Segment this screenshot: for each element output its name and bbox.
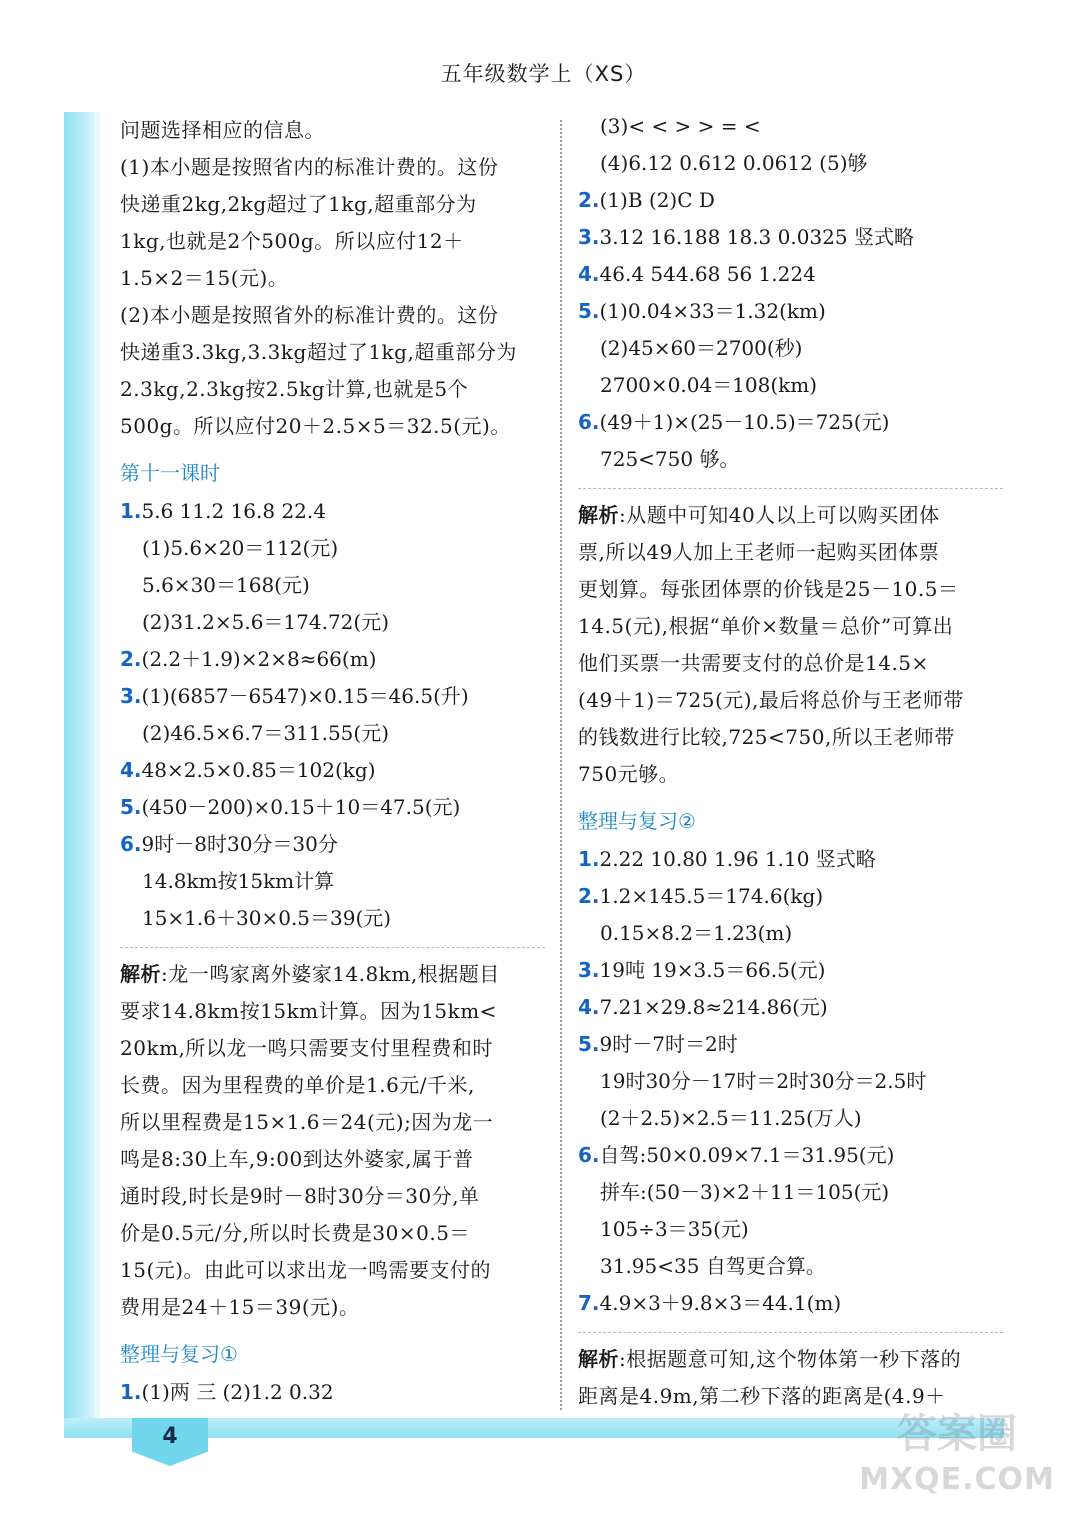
answer-line: 拼车:(50－3)×2＋11＝105(元) — [600, 1180, 890, 1204]
text-line: 距离是4.9m,第二秒下落的距离是(4.9＋ — [578, 1384, 946, 1408]
page-header: 五年级数学上（XS） — [440, 62, 647, 86]
answer-item — [120, 641, 545, 678]
analysis-text: :从题中可知40人以上可以购买团体 — [619, 503, 940, 527]
item-number: 3. — [578, 225, 600, 249]
text-line: 14.5(元),根据“单价×数量＝总价”可算出 — [578, 614, 954, 638]
analysis-text: :龙一鸣家离外婆家14.8km,根据题目 — [161, 962, 500, 986]
text-line: 长费。因为里程费的单价是1.6元/千米, — [120, 1073, 475, 1097]
answer-line: (2)31.2×5.6＝174.72(元) — [142, 610, 390, 634]
answer-list — [120, 493, 545, 937]
text-line: 票,所以49人加上王老师一起购买团体票 — [578, 540, 940, 564]
watermark-url: MXQE.COM — [859, 1462, 1055, 1497]
section-title: 整理与复习② — [578, 809, 696, 833]
dashed-separator — [578, 488, 1003, 489]
answer-text: (1)(6857－6547)×0.15＝46.5(升) — [141, 684, 469, 708]
side-decoration-inner — [94, 112, 100, 1432]
answer-line: (2)46.5×6.7＝311.55(元) — [142, 721, 390, 745]
answer-line: (2＋2.5)×2.5＝11.25(万人) — [600, 1106, 862, 1130]
text-line: (49＋1)＝725(元),最后将总价与王老师带 — [578, 688, 964, 712]
analysis-paragraph — [120, 956, 545, 1326]
text-line: 20km,所以龙一鸣只需要支付里程费和时 — [120, 1036, 493, 1060]
answer-item — [120, 789, 545, 826]
text-line: 1kg,也就是2个500g。所以应付12＋ — [120, 229, 464, 253]
text-line — [578, 1341, 1003, 1378]
text-line: 500g。所以应付20＋2.5×5＝32.5(元)。 — [120, 414, 511, 438]
answer-line: 31.95<35 自驾更合算。 — [600, 1254, 826, 1278]
answer-line: (4)6.12 0.612 0.0612 (5)够 — [600, 151, 868, 175]
answer-line: 105÷3＝35(元) — [600, 1217, 749, 1241]
answer-item — [578, 404, 1003, 441]
item-number: 6. — [120, 832, 142, 856]
answer-item — [120, 493, 545, 530]
section-title: 第十一课时 — [120, 461, 220, 485]
item-number: 5. — [578, 1032, 600, 1056]
item-number: 4. — [578, 995, 600, 1019]
item-number: 1. — [120, 1380, 142, 1404]
text-line: 要求14.8km按15km计算。因为15km< — [120, 999, 497, 1023]
page-number: 4 — [162, 1424, 178, 1449]
text-line: 所以里程费是15×1.6＝24(元);因为龙一 — [120, 1110, 494, 1134]
answer-text: (1)0.04×33＝1.32(km) — [599, 299, 826, 323]
text-line: 通时段,时长是9时－8时30分＝30分,单 — [120, 1184, 480, 1208]
answer-text: (1)B (2)C D — [599, 188, 715, 212]
analysis-paragraph — [578, 497, 1003, 793]
intro-paragraph — [120, 112, 545, 445]
answer-line: 14.8km按15km计算 — [142, 869, 335, 893]
text-line: 费用是24＋15＝39(元)。 — [120, 1295, 360, 1319]
answer-text: 9时－7时＝2时 — [599, 1032, 738, 1056]
item-number: 5. — [578, 299, 600, 323]
item-number: 3. — [120, 684, 142, 708]
text-line: 快递重2kg,2kg超过了1kg,超重部分为 — [120, 192, 477, 216]
item-number: 5. — [120, 795, 142, 819]
analysis-label: 解析 — [578, 1347, 619, 1371]
answer-text: 19吨 19×3.5＝66.5(元) — [599, 958, 826, 982]
item-number: 1. — [578, 847, 600, 871]
text-line: 他们买票一共需要支付的总价是14.5× — [578, 651, 929, 675]
watermark-logo — [857, 1402, 1057, 1522]
answer-text: (2.2＋1.9)×2×8≈66(m) — [141, 647, 377, 671]
answer-item — [578, 878, 1003, 915]
item-number: 1. — [120, 499, 142, 523]
answer-item — [120, 826, 545, 863]
answer-text: 4.9×3＋9.8×3＝44.1(m) — [599, 1291, 842, 1315]
analysis-label: 解析 — [120, 962, 161, 986]
answer-text: 自驾:50×0.09×7.1＝31.95(元) — [599, 1143, 895, 1167]
answer-line: (2)45×60＝2700(秒) — [600, 336, 803, 360]
answer-line: 5.6×30＝168(元) — [142, 573, 310, 597]
answer-text: 9时－8时30分＝30分 — [141, 832, 338, 856]
answer-text: 3.12 16.188 18.3 0.0325 竖式略 — [599, 225, 914, 249]
answer-line: 725<750 够。 — [600, 447, 740, 471]
item-number: 3. — [578, 958, 600, 982]
item-number: 4. — [578, 262, 600, 286]
answer-text: 46.4 544.68 56 1.224 — [599, 262, 816, 286]
answer-item — [578, 1026, 1003, 1063]
item-number: 2. — [578, 188, 600, 212]
watermark-title: 答案圈 — [897, 1411, 1017, 1457]
answer-text: 48×2.5×0.85＝102(kg) — [141, 758, 376, 782]
text-line: 1.5×2＝15(元)。 — [120, 266, 289, 290]
text-line: 问题选择相应的信息。 — [120, 118, 325, 142]
item-number: 6. — [578, 410, 600, 434]
answer-item — [578, 989, 1003, 1026]
answer-line: 2700×0.04＝108(km) — [600, 373, 818, 397]
item-number: 2. — [578, 884, 600, 908]
text-line: 价是0.5元/分,所以时长费是30×0.5＝ — [120, 1221, 470, 1245]
answer-text: (1)两 三 (2)1.2 0.32 — [141, 1380, 334, 1404]
column-divider — [560, 120, 562, 1410]
text-line: 快递重3.3kg,3.3kg超过了1kg,超重部分为 — [120, 340, 517, 364]
text-line: 750元够。 — [578, 762, 680, 786]
answer-item — [578, 293, 1003, 330]
item-number: 6. — [578, 1143, 600, 1167]
answer-item — [578, 182, 1003, 219]
answer-text: 5.6 11.2 16.8 22.4 — [141, 499, 326, 523]
text-line: 的钱数进行比较,725<750,所以王老师带 — [578, 725, 955, 749]
answer-line: (1)5.6×20＝112(元) — [142, 536, 339, 560]
text-line — [578, 497, 1003, 534]
dashed-separator — [578, 1332, 1003, 1333]
dashed-separator — [120, 947, 545, 948]
answer-text: 2.22 10.80 1.96 1.10 竖式略 — [599, 847, 876, 871]
left-column — [120, 112, 545, 1411]
answer-item — [578, 256, 1003, 293]
side-decoration-band — [64, 112, 94, 1432]
answer-line: (3)< < > > = < — [600, 114, 761, 138]
text-line: 15(元)。由此可以求出龙一鸣需要支付的 — [120, 1258, 492, 1282]
answer-item — [578, 1137, 1003, 1174]
item-number: 7. — [578, 1291, 600, 1315]
text-line: (2)本小题是按照省外的标准计费的。这份 — [120, 303, 499, 327]
text-line: 鸣是8:30上车,9:00到达外婆家,属于普 — [120, 1147, 474, 1171]
section-title: 整理与复习① — [120, 1342, 238, 1366]
item-number: 4. — [120, 758, 142, 782]
answer-item — [120, 752, 545, 789]
answer-line: 0.15×8.2＝1.23(m) — [600, 921, 793, 945]
answer-item — [578, 1285, 1003, 1322]
answer-text: (450－200)×0.15＋10＝47.5(元) — [141, 795, 461, 819]
answer-item — [578, 219, 1003, 256]
answer-item — [120, 1374, 545, 1411]
answer-line: 19时30分－17时＝2时30分＝2.5时 — [600, 1069, 927, 1093]
right-column — [578, 108, 1003, 1415]
answer-item — [120, 678, 545, 715]
answer-item — [578, 841, 1003, 878]
answer-item — [578, 952, 1003, 989]
text-line: (1)本小题是按照省内的标准计费的。这份 — [120, 155, 499, 179]
analysis-label: 解析 — [578, 503, 619, 527]
text-line — [120, 956, 545, 993]
answer-text: (49＋1)×(25－10.5)＝725(元) — [599, 410, 890, 434]
answer-text: 7.21×29.8≈214.86(元) — [599, 995, 828, 1019]
analysis-text: :根据题意可知,这个物体第一秒下落的 — [619, 1347, 962, 1371]
answer-line: 15×1.6＋30×0.5＝39(元) — [142, 906, 392, 930]
text-line: 更划算。每张团体票的价钱是25－10.5＝ — [578, 577, 959, 601]
item-number: 2. — [120, 647, 142, 671]
answer-text: 1.2×145.5＝174.6(kg) — [599, 884, 824, 908]
text-line: 2.3kg,2.3kg按2.5kg计算,也就是5个 — [120, 377, 469, 401]
